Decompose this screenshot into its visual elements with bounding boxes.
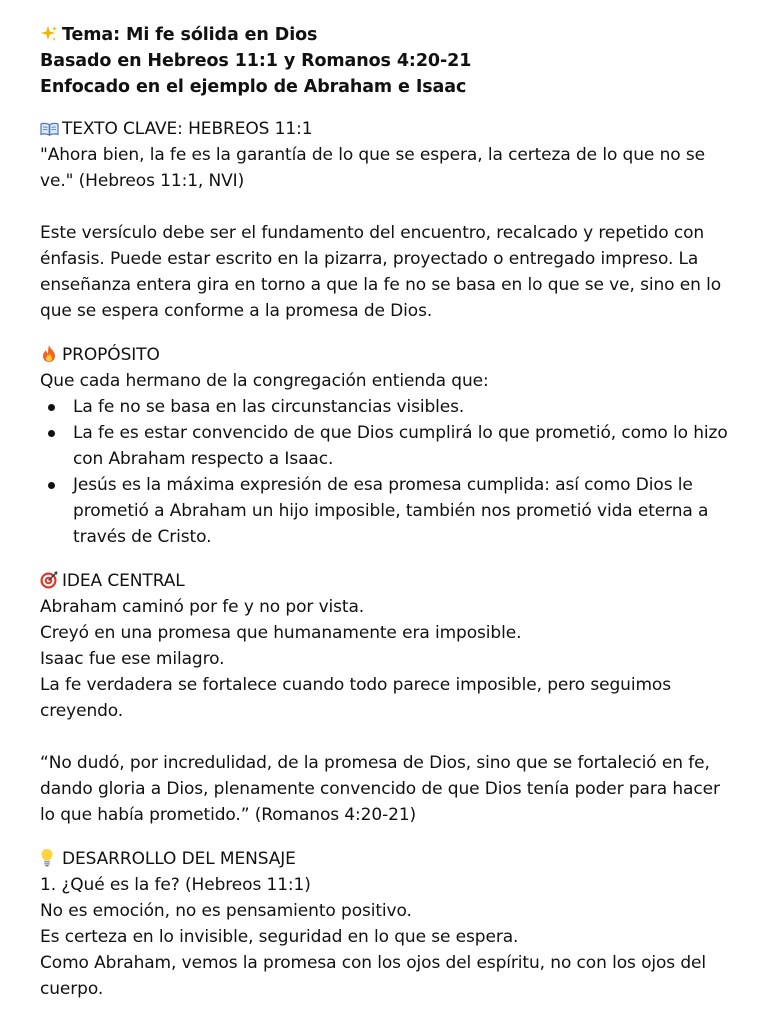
central-idea-line: La fe verdadera se fortalece cuando todo parece imposible, pero seguimos creyendo.	[40, 675, 671, 721]
purpose-bullet: La fe no se basa en las circunstancias visibles.	[73, 394, 728, 420]
purpose-section	[40, 342, 728, 550]
sparkles-icon	[40, 22, 62, 48]
development-line: Es certeza en lo invisible, seguridad en lo que se espera.	[40, 927, 519, 947]
key-text-explanation: Este versículo debe ser el fundamento del encuentro, recalcado y repetido con énfasis. Puede estar escrito en la pizarra, proyectado o entregado impreso. La enseñanza entera gira en torno a que la fe no se basa en lo que se ve, sino en lo que se espera conforme a la promesa de Dios.	[40, 223, 722, 321]
central-idea-heading: IDEA CENTRAL	[62, 571, 185, 591]
key-text-quote: "Ahora bien, la fe es la garantía de lo que se espera, la certeza de lo que no se ve." (Hebreos 11:1, NVI)	[40, 145, 705, 191]
central-idea-quote: “No dudó, por incredulidad, de la promesa de Dios, sino que se fortaleció en fe, dando gloria a Dios, plenamente convencido de que Dios tenía poder para hacer lo que había prometido.” (Romanos 4:20-21)	[40, 753, 720, 825]
purpose-bullet: Jesús es la máxima expresión de esa promesa cumplida: así como Dios le prometió a Abraham un hijo imposible, también nos prometió vida eterna a través de Cristo.	[73, 472, 728, 550]
purpose-intro: Que cada hermano de la congregación entienda que:	[40, 371, 489, 391]
fire-icon	[40, 342, 62, 368]
central-idea-line: Creyó en una promesa que humanamente era imposible.	[40, 623, 522, 643]
light-bulb-icon	[40, 846, 62, 872]
central-idea-line: Abraham caminó por fe y no por vista.	[40, 597, 365, 617]
development-line: No es emoción, no es pensamiento positivo.	[40, 901, 412, 921]
central-idea-section	[40, 568, 728, 828]
central-idea-line: Isaac fue ese milagro.	[40, 649, 225, 669]
purpose-bullet: La fe es estar convencido de que Dios cumplirá lo que prometió, como lo hizo con Abraham respecto a Isaac.	[73, 420, 728, 472]
header-title: Tema: Mi fe sólida en Dios	[62, 25, 318, 45]
key-text-section	[40, 116, 728, 324]
development-heading: DESARROLLO DEL MENSAJE	[62, 849, 296, 869]
header-subtitle-basis: Basado en Hebreos 11:1 y Romanos 4:20-21	[40, 51, 472, 71]
open-book-icon	[40, 116, 62, 142]
header-subtitle-focus: Enfocado en el ejemplo de Abraham e Isaac	[40, 77, 467, 97]
document-header	[40, 22, 728, 100]
purpose-heading: PROPÓSITO	[62, 345, 160, 365]
development-section	[40, 846, 728, 1002]
key-text-heading: TEXTO CLAVE: HEBREOS 11:1	[62, 119, 313, 139]
development-line: 1. ¿Qué es la fe? (Hebreos 11:1)	[40, 875, 311, 895]
purpose-list	[40, 394, 728, 550]
development-line: Como Abraham, vemos la promesa con los ojos del espíritu, no con los ojos del cuerpo.	[40, 953, 707, 999]
target-icon	[40, 568, 62, 594]
